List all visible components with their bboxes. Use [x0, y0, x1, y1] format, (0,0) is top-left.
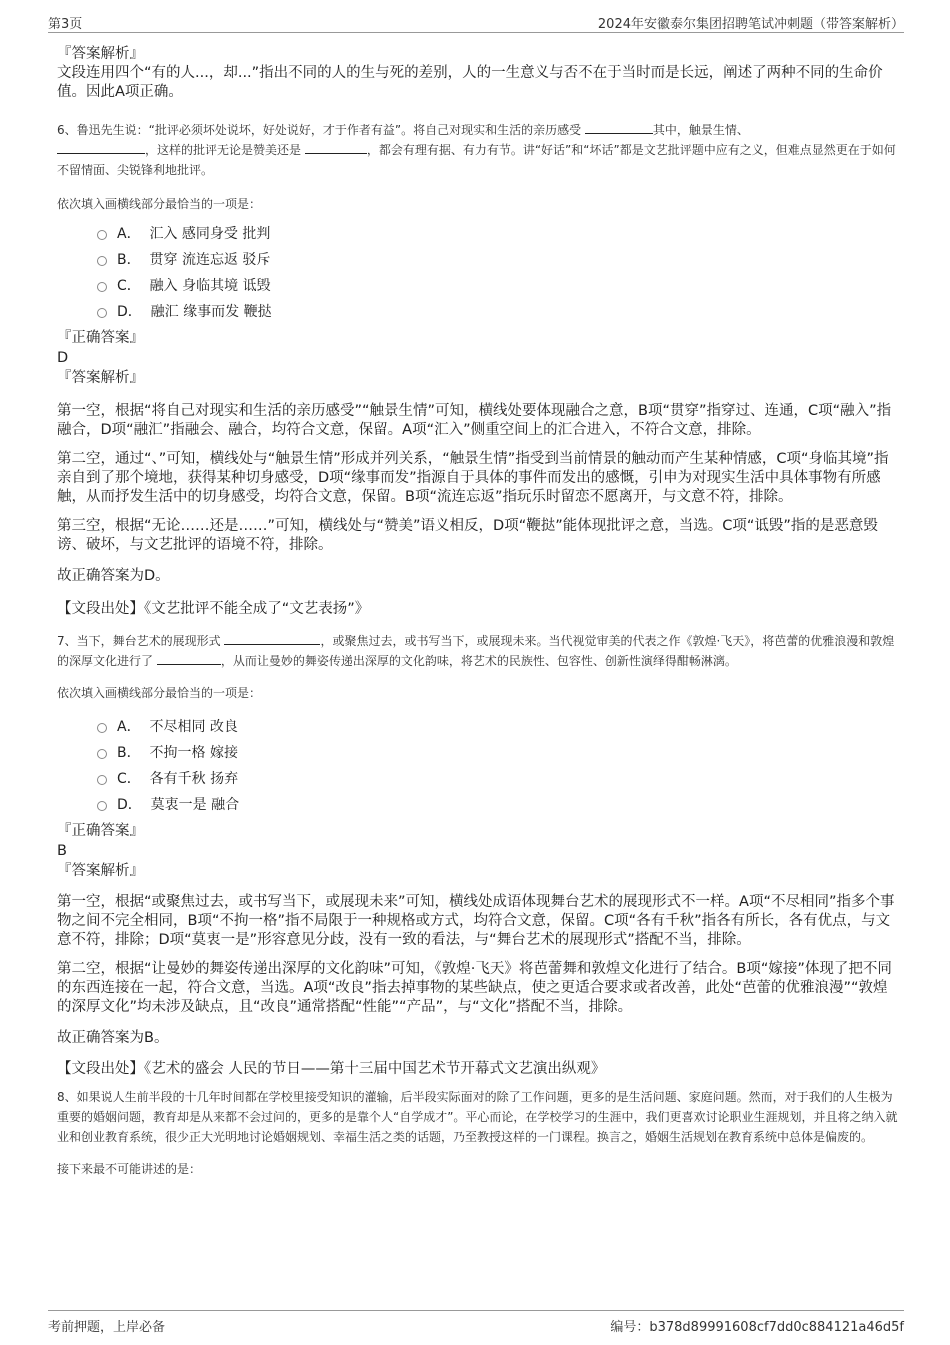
- question-7-options: [97, 715, 900, 819]
- correct-answer: D: [57, 350, 69, 366]
- analysis-conclusion: 故正确答案为B。: [57, 1030, 169, 1046]
- question-7-stem: 7、当下，舞台艺术的展现形式 ，或聚焦过去，或书写当下，或展现未来。当代视觉审美的代表之作《敦煌·飞天》，将芭蕾的优雅浪漫和敦煌的深厚文化进行了 ，从而让曼妙的舞姿传递出深厚的文化韵味，将艺术的民族性、包容性、创新性演绎得酣畅淋漓。: [57, 634, 895, 668]
- analysis-conclusion: 故正确答案为D。: [57, 568, 170, 584]
- blank-1: [224, 632, 320, 645]
- passage-source: 【文段出处】《艺术的盛会 人民的节日——第十三届中国艺术节开幕式文艺演出纵观》: [57, 1061, 606, 1077]
- option-a[interactable]: A． 汇入 感同身受 批判: [97, 222, 900, 248]
- footer-slogan: 考前押题，上岸必备: [48, 1320, 166, 1335]
- analysis-label: 『答案解析』: [57, 46, 144, 62]
- analysis-paragraph: 第一空，根据“将自己对现实和生活的亲历感受”“触景生情”可知，横线处要体现融合之意，B项“贯穿”指穿过、连通，C项“融入”指融合，D项“融汇”指融会、融合，均符合文意，保留。A项“汇入”侧重空间上的汇合进入，不符合文意，排除。: [57, 403, 892, 438]
- question-6-options: [97, 222, 900, 326]
- question-6-prompt: 依次填入画横线部分最恰当的一项是：: [57, 197, 262, 211]
- analysis-text: 文段连用四个“有的人...，却...”指出不同的人的生与死的差别，人的一生意义与否不在于当时而是长远，阐述了两种不同的生命价值。因此A项正确。: [57, 65, 883, 100]
- blank-1: [585, 121, 653, 134]
- page-number: 第3页: [48, 17, 83, 32]
- option-d[interactable]: D． 融汇 缘事而发 鞭挞: [97, 300, 900, 326]
- blank-3: [305, 141, 367, 154]
- blank-2: [57, 141, 145, 154]
- analysis-paragraph: 第三空，根据“无论……还是……”可知，横线处与“赞美”语义相反，D项“鞭挞”能体现批评之意，当选。C项“诋毁”指的是恶意毁谤、破坏，与文艺批评的语境不符，排除。: [57, 518, 878, 553]
- page-footer: [48, 1310, 904, 1339]
- correct-answer-label: 『正确答案』: [57, 823, 144, 839]
- question-8-stem: 8、如果说人生前半段的十几年时间都在学校里接受知识的灌输，后半段实际面对的除了工作问题，更多的是生活问题、家庭问题。然而，对于我们的人生极为重要的婚姻问题，教育却是从来都不会过问的，更多的是靠个人“自学成才”。平心而论，在学校学习的生涯中，我们更喜欢讨论职业生涯规划，并且将之纳入就业和创业教育系统，很少正大光明地讨论婚姻规划、幸福生活之类的话题，乃至教授这样的一门课程。换言之，婚姻生活规划在教育系统中总体是偏废的。: [57, 1090, 898, 1144]
- passage-source: 【文段出处】《文艺批评不能全成了“文艺表扬”》: [57, 601, 370, 617]
- radio-icon[interactable]: [97, 282, 107, 292]
- correct-answer-label: 『正确答案』: [57, 330, 144, 346]
- option-c[interactable]: C． 各有千秋 扬弃: [97, 767, 900, 793]
- question-8-prompt: 接下来最不可能讲述的是：: [57, 1162, 202, 1176]
- radio-icon[interactable]: [97, 775, 107, 785]
- option-b[interactable]: B． 贯穿 流连忘返 驳斥: [97, 248, 900, 274]
- radio-icon[interactable]: [97, 230, 107, 240]
- analysis-label: 『答案解析』: [57, 863, 144, 879]
- analysis-label: 『答案解析』: [57, 370, 144, 386]
- question-7-prompt: 依次填入画横线部分最恰当的一项是：: [57, 686, 262, 700]
- blank-2: [157, 652, 221, 665]
- radio-icon[interactable]: [97, 723, 107, 733]
- document-id: 编号：b378d89991608cf7dd0c884121a46d5f: [610, 1320, 904, 1335]
- option-b[interactable]: B． 不拘一格 嫁接: [97, 741, 900, 767]
- page-content: [57, 44, 900, 1179]
- analysis-paragraph: 第一空，根据“或聚焦过去，或书写当下，或展现未来”可知，横线处成语体现舞台艺术的展现形式不一样。A项“不尽相同”指多个事物之间不完全相同，B项“不拘一格”指不局限于一种规格或方式，均符合文意，保留。C项“各有千秋”指各有所长，各有优点，与文意不符，排除；D项“莫衷一是”形容意见分歧，没有一致的看法，与“舞台艺术的展现形式”搭配不当，排除。: [57, 894, 895, 948]
- document-title: 2024年安徽泰尔集团招聘笔试冲刺题（带答案解析）: [597, 17, 904, 32]
- option-a[interactable]: A． 不尽相同 改良: [97, 715, 900, 741]
- question-6-stem: 6、鲁迅先生说：“批评必须坏处说坏，好处说好，才于作者有益”。将自己对现实和生活的亲历感受 其中，触景生情、 ，这样的批评无论是赞美还是 ，都会有理有据、有力有节。讲“好话”和“坏话”都是文艺批评题中应有之义，但难点显然更在于如何不留情面、尖锐锋利地批评。: [57, 123, 896, 177]
- radio-icon[interactable]: [97, 256, 107, 266]
- option-c[interactable]: C． 融入 身临其境 诋毁: [97, 274, 900, 300]
- option-d[interactable]: D． 莫衷一是 融合: [97, 793, 900, 819]
- radio-icon[interactable]: [97, 308, 107, 318]
- analysis-paragraph: 第二空，根据“让曼妙的舞姿传递出深厚的文化韵味”可知，《敦煌·飞天》将芭蕾舞和敦煌文化进行了结合。B项“嫁接”体现了把不同的东西连接在一起，符合文意，当选。A项“改良”指去掉事物的某些缺点，使之更适合要求或者改善，此处“芭蕾的优雅浪漫”“敦煌的深厚文化”均未涉及缺点，且“改良”通常搭配“性能”“产品”，与“文化”搭配不当，排除。: [57, 961, 892, 1015]
- correct-answer: B: [57, 843, 67, 859]
- page-header: [48, 10, 904, 33]
- radio-icon[interactable]: [97, 749, 107, 759]
- analysis-paragraph: 第二空，通过“、”可知，横线处与“触景生情”形成并列关系，“触景生情”指受到当前情景的触动而产生某种情感，C项“身临其境”指亲自到了那个境地，获得某种切身感受，D项“缘事而发”指源自于具体的事件而发出的感慨，引申为对现实生活中具体事物有所感触，从而抒发生活中的切身感受，均符合文意，保留。B项“流连忘返”指玩乐时留恋不愿离开，与文意不符，排除。: [57, 451, 889, 505]
- radio-icon[interactable]: [97, 801, 107, 811]
